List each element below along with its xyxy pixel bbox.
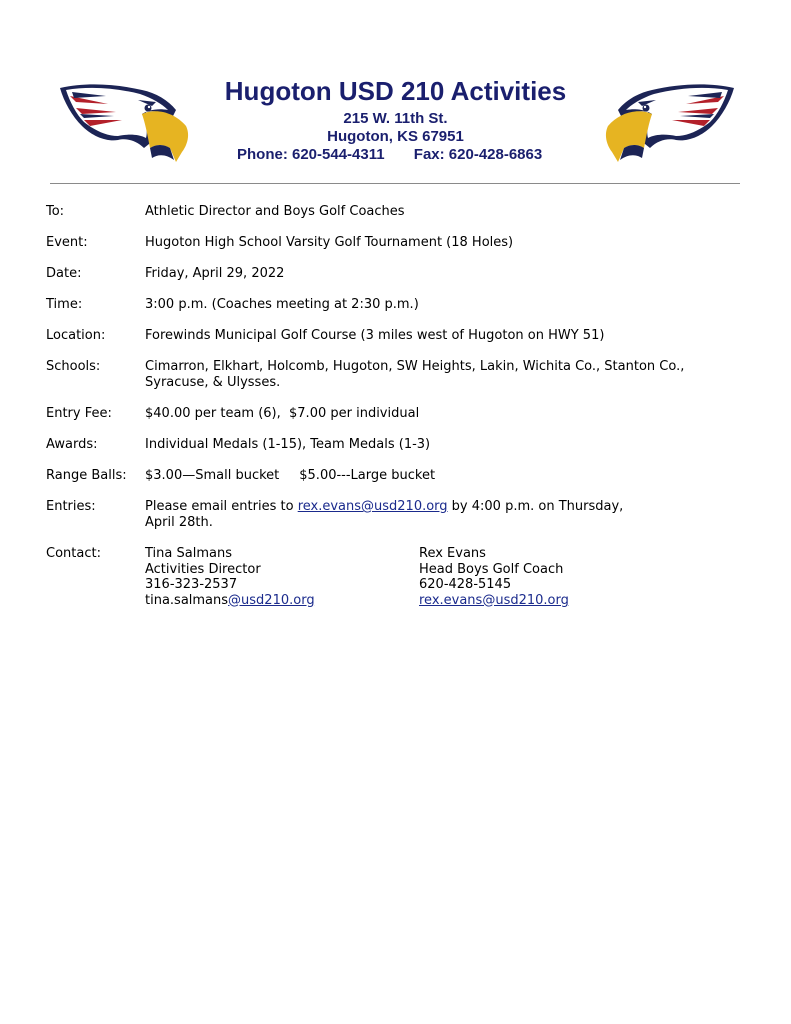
contact-email xyxy=(145,593,315,609)
contact-email xyxy=(419,593,569,609)
time-label: Time: xyxy=(46,297,83,312)
letterhead-title: Hugoton USD 210 Activities xyxy=(224,76,567,106)
entries-label: Entries: xyxy=(46,499,96,514)
location-label: Location: xyxy=(46,328,106,343)
small-bucket-price: $3.00—Small bucket xyxy=(145,468,280,483)
date-value: Friday, April 29, 2022 xyxy=(145,266,285,281)
phone-number: Phone: 620-544-4311 xyxy=(237,146,385,163)
city-state-zip: Hugoton, KS 67951 xyxy=(327,128,464,145)
entries-text-before: Please email entries to xyxy=(145,499,298,514)
entries-text-after: by 4:00 p.m. on Thursday, April 28th. xyxy=(145,499,624,530)
time-value: 3:00 p.m. (Coaches meeting at 2:30 p.m.) xyxy=(145,297,419,312)
contact-phone: 620-428-5145 xyxy=(419,577,512,592)
contact-phone: 316-323-2537 xyxy=(145,577,238,592)
schools-value: Cimarron, Elkhart, Holcomb, Hugoton, SW Heights, Lakin, Wichita Co., Stanton Co., Syracuse, & Ulysses. xyxy=(145,359,685,390)
contact-email-user: tina.salmans xyxy=(145,592,229,608)
contact-name: Rex Evans xyxy=(419,546,486,561)
contact-title: Activities Director xyxy=(145,561,261,577)
date-label: Date: xyxy=(46,266,82,281)
contact-numbers xyxy=(237,146,542,163)
street-address: 215 W. 11th St. xyxy=(343,110,448,127)
event-value: Hugoton High School Varsity Golf Tournament (18 Holes) xyxy=(145,235,514,250)
entries-value xyxy=(145,499,645,531)
range-balls-value xyxy=(145,468,705,484)
range-balls-label: Range Balls: xyxy=(46,468,127,483)
contact-card-rex xyxy=(419,546,569,608)
contact-name: Tina Salmans xyxy=(145,546,232,561)
awards-label: Awards: xyxy=(46,437,98,452)
fax-number: Fax: 620-428-6863 xyxy=(413,146,543,163)
header-divider xyxy=(50,183,740,184)
to-label: To: xyxy=(46,204,65,219)
large-bucket-price: $5.00---Large bucket xyxy=(299,468,436,483)
contact-card-tina xyxy=(145,546,315,608)
entry-fee-value: $40.00 per team (6), $7.00 per individual xyxy=(145,406,420,421)
schools-label: Schools: xyxy=(46,359,101,374)
awards-value: Individual Medals (1-15), Team Medals (1-3) xyxy=(145,437,431,452)
entries-email-link[interactable]: rex.evans@usd210.org xyxy=(297,499,448,514)
event-label: Event: xyxy=(46,235,88,250)
entry-fee-label: Entry Fee: xyxy=(46,406,112,421)
contact-label: Contact: xyxy=(46,546,101,561)
contact-email-link[interactable]: rex.evans@usd210.org xyxy=(419,592,569,608)
to-value: Athletic Director and Boys Golf Coaches xyxy=(145,204,405,219)
contact-title: Head Boys Golf Coach xyxy=(419,561,564,577)
location-value: Forewinds Municipal Golf Course (3 miles west of Hugoton on HWY 51) xyxy=(145,328,605,343)
contact-email-link[interactable]: @usd210.org xyxy=(228,592,315,608)
